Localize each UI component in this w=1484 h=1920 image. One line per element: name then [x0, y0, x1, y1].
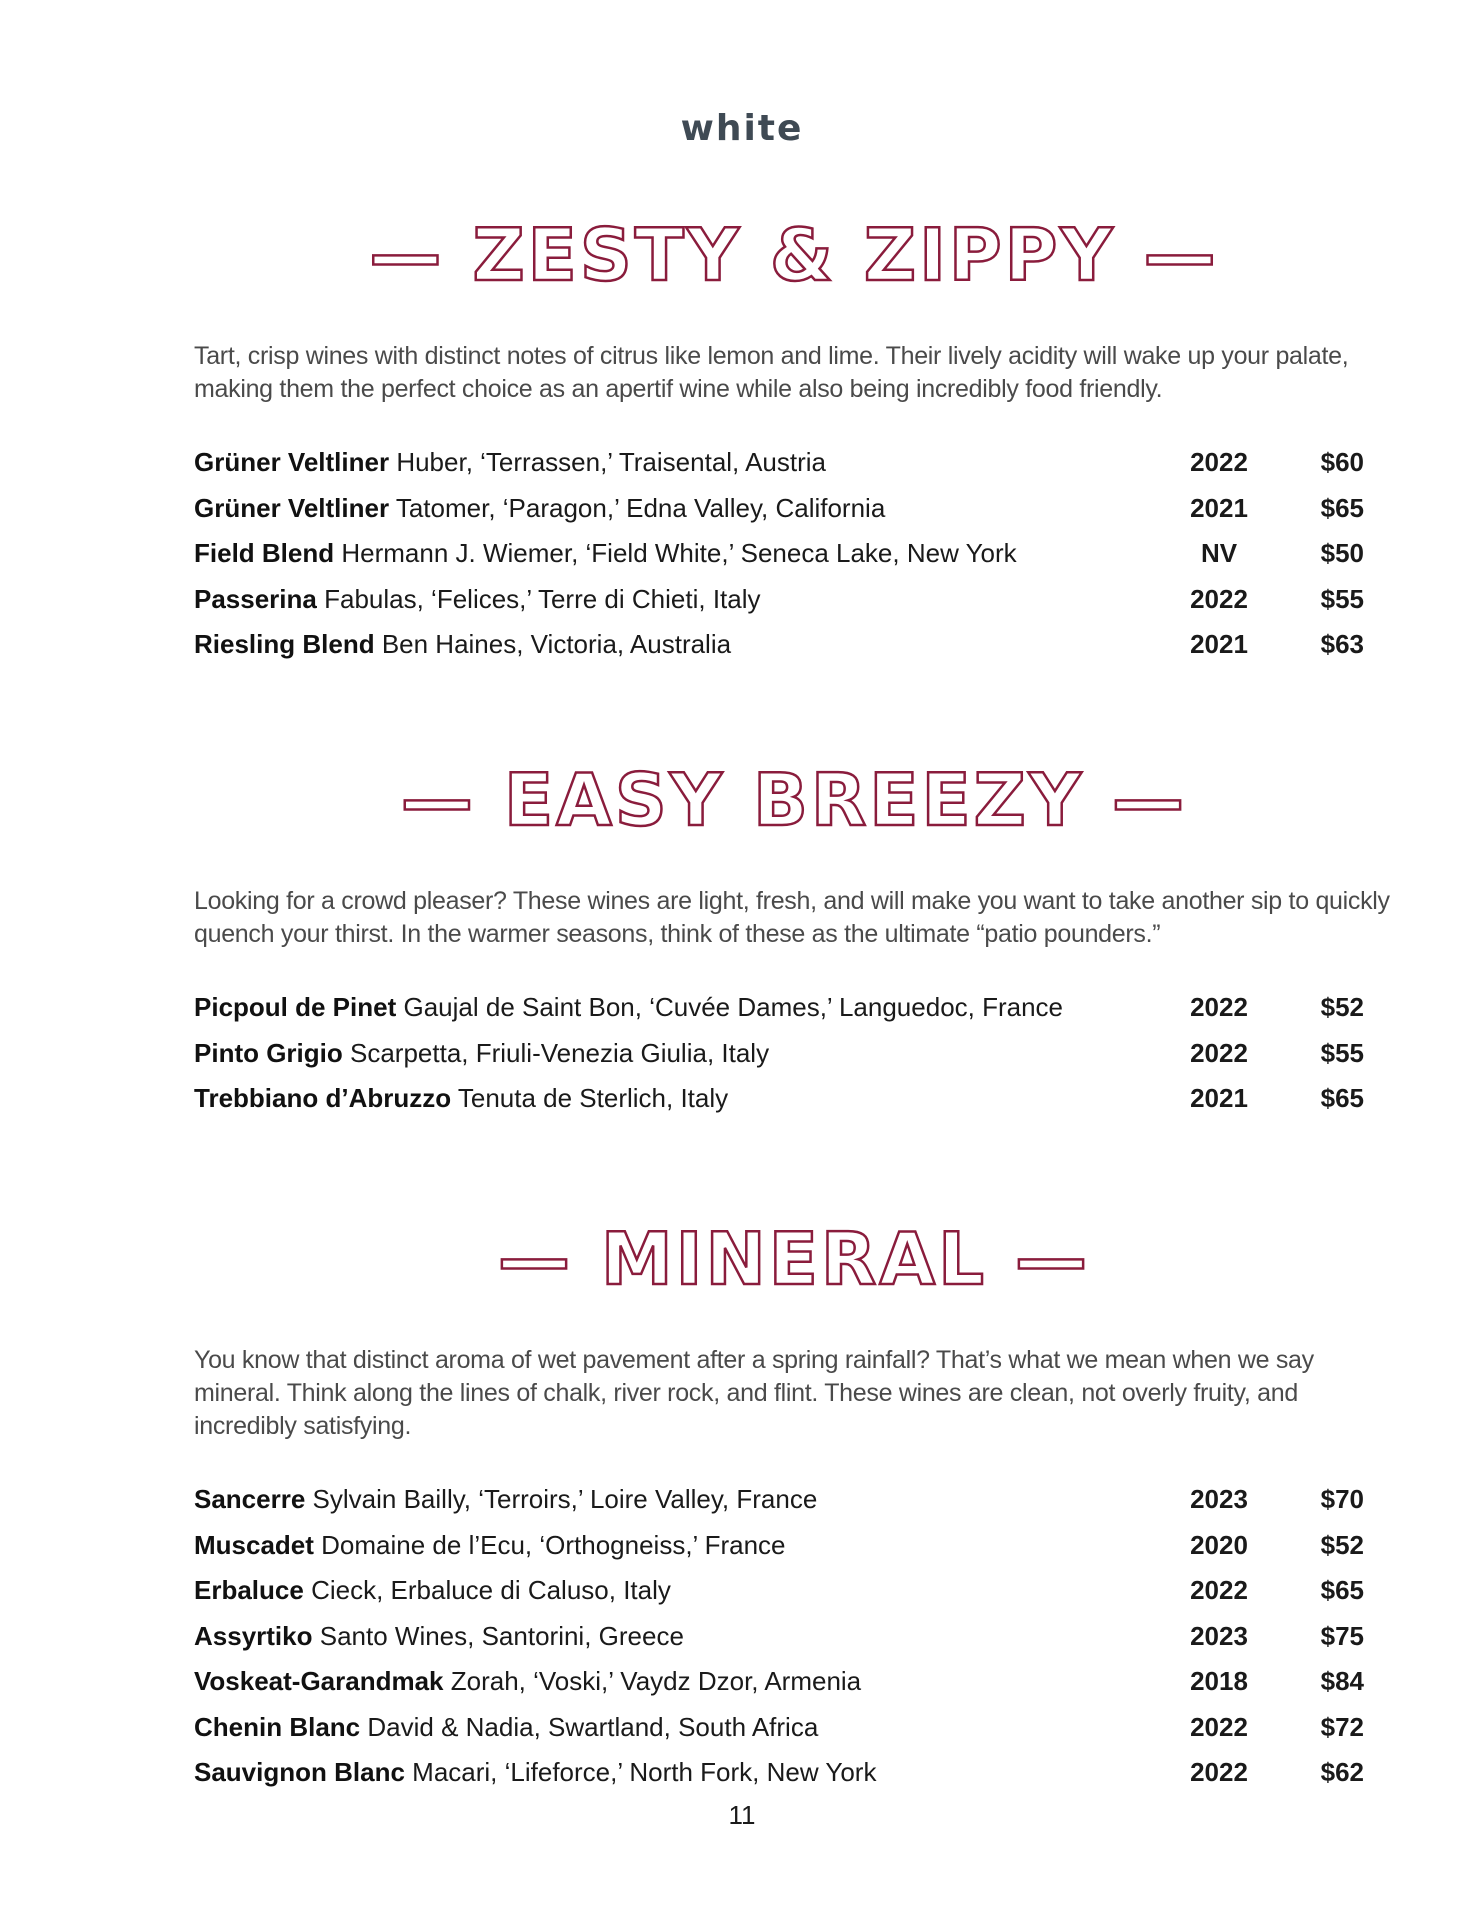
wine-producer: Huber, ‘Terrassen,’ Traisental, Austria	[396, 447, 826, 477]
wine-price: $72	[1320, 1711, 1364, 1742]
wine-price: $62	[1320, 1757, 1364, 1787]
section-description: Looking for a crowd pleaser? These wines are light, fresh, and will make you want to take another sip to quickly quench your thirst. In the warmer seasons, think of these as the ultimate “patio pounders.”	[194, 887, 1390, 948]
wine-list	[194, 440, 1394, 668]
wine-vintage: 2021	[1190, 492, 1248, 523]
wine-grape: Assyrtiko	[194, 1620, 313, 1651]
wine-price: $65	[1320, 1575, 1364, 1605]
wine-producer: Ben Haines, Victoria, Australia	[381, 629, 732, 659]
wine-grape: Trebbiano d’Abruzzo	[194, 1083, 452, 1113]
wine-producer: Domaine de l’Ecu, ‘Orthogneiss,’ France	[321, 1529, 786, 1560]
wine-price: $50	[1320, 538, 1364, 568]
wine-grape: Picpoul de Pinet	[194, 992, 397, 1022]
wine-grape: Muscadet	[194, 1529, 314, 1560]
wine-grape: Grüner Veltliner	[194, 492, 390, 523]
wine-vintage: 2022	[1190, 583, 1248, 614]
wine-price: $65	[1320, 1083, 1364, 1113]
wine-vintage: 2022	[1190, 1037, 1248, 1068]
wine-row	[194, 577, 1394, 623]
wine-row	[194, 1076, 1394, 1122]
wine-row	[194, 1523, 1394, 1569]
wine-vintage: 2022	[1190, 1757, 1248, 1787]
wine-producer: Santo Wines, Santorini, Greece	[319, 1620, 684, 1651]
wine-producer: David & Nadia, Swartland, South Africa	[367, 1711, 819, 1742]
wine-vintage: NV	[1200, 538, 1238, 568]
section-easy-breezy	[194, 755, 1394, 1122]
wine-price: $63	[1320, 629, 1364, 659]
wine-price: $55	[1320, 1037, 1364, 1068]
wine-row	[194, 1031, 1394, 1077]
wine-vintage: 2020	[1190, 1529, 1248, 1560]
wine-row	[194, 985, 1394, 1031]
wine-row	[194, 1568, 1394, 1614]
wine-price: $52	[1320, 1529, 1364, 1560]
wine-producer: Fabulas, ‘Felices,’ Terre di Chieti, Italy	[324, 583, 761, 614]
wine-list	[194, 1477, 1394, 1796]
page-number: 11	[728, 1800, 756, 1830]
wine-row	[194, 486, 1394, 532]
wine-row	[194, 1659, 1394, 1705]
wine-list	[194, 985, 1394, 1122]
wine-price: $60	[1320, 447, 1364, 477]
wine-row	[194, 531, 1394, 577]
wine-row	[194, 440, 1394, 486]
category-title: white	[680, 108, 804, 149]
wine-grape: Sancerre	[194, 1484, 306, 1514]
wine-row	[194, 1477, 1394, 1523]
section-heading: — ZESTY & ZIPPY —	[369, 213, 1219, 297]
wine-grape: Voskeat-Garandmak	[194, 1666, 444, 1696]
wine-price: $65	[1320, 492, 1364, 523]
section-description: You know that distinct aroma of wet pavement after a spring rainfall? That’s what we mean when we say mineral. Think along the lines of chalk, river rock, and flint. These wines are clean, not overly fruity, and incredibly satisfying.	[194, 1346, 1314, 1440]
section-mineral	[194, 1214, 1394, 1796]
wine-producer: Tatomer, ‘Paragon,’ Edna Valley, California	[395, 492, 886, 523]
wine-row	[194, 1614, 1394, 1660]
wine-vintage: 2022	[1190, 1575, 1248, 1605]
wine-producer: Hermann J. Wiemer, ‘Field White,’ Seneca Lake, New York	[341, 538, 1017, 568]
section-zesty-zippy	[194, 210, 1394, 668]
wine-producer: Cieck, Erbaluce di Caluso, Italy	[311, 1575, 671, 1605]
wine-vintage: 2022	[1190, 447, 1248, 477]
wine-producer: Zorah, ‘Voski,’ Vaydz Dzor, Armenia	[450, 1666, 862, 1696]
wine-price: $84	[1320, 1666, 1364, 1696]
wine-row	[194, 1705, 1394, 1751]
wine-producer: Macari, ‘Lifeforce,’ North Fork, New York	[412, 1757, 877, 1787]
wine-vintage: 2021	[1190, 629, 1248, 659]
section-heading: — MINERAL —	[497, 1217, 1091, 1301]
wine-producer: Tenuta de Sterlich, Italy	[457, 1083, 729, 1113]
section-heading: — EASY BREEZY —	[400, 758, 1188, 842]
wine-vintage: 2023	[1190, 1620, 1248, 1651]
wine-vintage: 2021	[1190, 1083, 1248, 1113]
wine-grape: Grüner Veltliner	[194, 447, 390, 477]
wine-row	[194, 1750, 1394, 1796]
wine-grape: Riesling Blend	[194, 629, 375, 659]
wine-vintage: 2022	[1190, 992, 1248, 1022]
wine-producer: Scarpetta, Friuli-Venezia Giulia, Italy	[350, 1037, 770, 1068]
wine-price: $75	[1320, 1620, 1364, 1651]
wine-grape: Chenin Blanc	[194, 1711, 361, 1742]
wine-vintage: 2018	[1190, 1666, 1248, 1696]
wine-price: $52	[1320, 992, 1364, 1022]
wine-price: $70	[1320, 1484, 1364, 1514]
wine-grape: Sauvignon Blanc	[194, 1757, 405, 1787]
wine-producer: Sylvain Bailly, ‘Terroirs,’ Loire Valley, France	[312, 1484, 818, 1514]
wine-vintage: 2022	[1190, 1711, 1248, 1742]
wine-grape: Field Blend	[194, 538, 335, 568]
wine-price: $55	[1320, 583, 1364, 614]
wine-row	[194, 622, 1394, 668]
wine-grape: Erbaluce	[194, 1575, 304, 1605]
wine-vintage: 2023	[1190, 1484, 1248, 1514]
wine-grape: Pinto Grigio	[194, 1037, 343, 1068]
section-description: Tart, crisp wines with distinct notes of citrus like lemon and lime. Their lively acidity will wake up your palate, making them the perfect choice as an apertif wine while also being incredibly food friendly.	[194, 342, 1349, 403]
wine-producer: Gaujal de Saint Bon, ‘Cuvée Dames,’ Languedoc, France	[403, 992, 1064, 1022]
wine-grape: Passerina	[194, 583, 317, 614]
